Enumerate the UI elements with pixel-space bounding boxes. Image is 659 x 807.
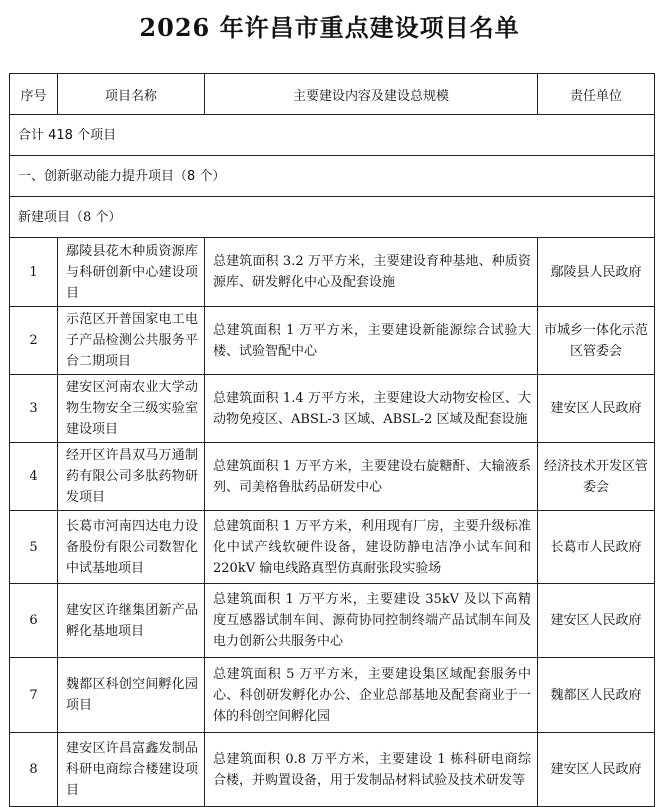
row-unit: 建安区人民政府 xyxy=(538,584,655,658)
row-desc: 总建筑面积 1 万平方米，主要建设右旋糖酐、大输液系列、司美格鲁肽药品研发中心 xyxy=(205,443,538,511)
row-name: 建安区河南农业大学动物生物安全三级实验室建设项目 xyxy=(58,375,205,443)
subsection-row xyxy=(10,197,655,238)
row-no: 4 xyxy=(10,443,58,511)
row-name: 建安区许继集团新产品孵化基地项目 xyxy=(58,584,205,658)
table-row xyxy=(10,443,655,511)
row-name: 鄢陵县花木种质资源库与科研创新中心建设项目 xyxy=(58,238,205,307)
total-label: 合计 418 个项目 xyxy=(10,115,655,156)
row-name: 示范区开普国家电工电子产品检测公共服务平台二期项目 xyxy=(58,307,205,375)
table-row xyxy=(10,375,655,443)
row-name: 经开区许昌双马万通制药有限公司多肽药物研发项目 xyxy=(58,443,205,511)
row-unit: 市城乡一体化示范区管委会 xyxy=(538,307,655,375)
table-row xyxy=(10,584,655,658)
section-label: 一、创新驱动能力提升项目（8 个） xyxy=(10,156,655,197)
row-no: 8 xyxy=(10,733,58,807)
table-row xyxy=(10,307,655,375)
table-header-row xyxy=(10,74,655,115)
subsection-label: 新建项目（8 个） xyxy=(10,197,655,238)
row-no: 3 xyxy=(10,375,58,443)
section-row xyxy=(10,156,655,197)
header-no: 序号 xyxy=(10,74,58,115)
header-desc: 主要建设内容及建设总规模 xyxy=(205,74,538,115)
row-name: 长葛市河南四达电力设备股份有限公司数智化中试基地项目 xyxy=(58,511,205,584)
row-no: 2 xyxy=(10,307,58,375)
header-name: 项目名称 xyxy=(58,74,205,115)
row-no: 7 xyxy=(10,658,58,733)
table-row xyxy=(10,658,655,733)
row-desc: 总建筑面积 0.8 万平方米，主要建设 1 栋科研电商综合楼，并购置设备，用于发制品材料试验及技术研发等 xyxy=(205,733,538,807)
row-unit: 鄢陵县人民政府 xyxy=(538,238,655,307)
row-name: 建安区许昌富鑫发制品科研电商综合楼建设项目 xyxy=(58,733,205,807)
row-desc: 总建筑面积 1 万平方米，主要建设新能源综合试验大楼、试验智配中心 xyxy=(205,307,538,375)
row-desc: 总建筑面积 1 万平方米，主要建设 35kV 及以下高精度互感器试制车间、源荷协同控制终端产品试制车间及电力创新公共服务中心 xyxy=(205,584,538,658)
page-title: 2026 年许昌市重点建设项目名单 xyxy=(139,13,520,42)
table-row xyxy=(10,511,655,584)
table-row xyxy=(10,733,655,807)
row-desc: 总建筑面积 1 万平方米，利用现有厂房，主要升级标准化中试产线软硬件设备，建设防静电洁净小试车间和 220kV 输电线路真型仿真耐张段实验场 xyxy=(205,511,538,584)
header-unit: 责任单位 xyxy=(538,74,655,115)
table-row xyxy=(10,238,655,307)
row-unit: 建安区人民政府 xyxy=(538,733,655,807)
row-unit: 建安区人民政府 xyxy=(538,375,655,443)
row-name: 魏都区科创空间孵化园项目 xyxy=(58,658,205,733)
row-desc: 总建筑面积 5 万平方米，主要建设集区域配套服务中心、科创研发孵化办公、企业总部基地及配套商业于一体的科创空间孵化园 xyxy=(205,658,538,733)
row-no: 1 xyxy=(10,238,58,307)
row-unit: 魏都区人民政府 xyxy=(538,658,655,733)
project-table xyxy=(9,73,655,807)
row-unit: 经济技术开发区管委会 xyxy=(538,443,655,511)
row-desc: 总建筑面积 3.2 万平方米，主要建设育种基地、种质资源库、研发孵化中心及配套设施 xyxy=(205,238,538,307)
row-no: 6 xyxy=(10,584,58,658)
row-desc: 总建筑面积 1.4 万平方米，主要建设大动物安检区、大动物免疫区、ABSL-3 区域、ABSL-2 区域及配套设施 xyxy=(205,375,538,443)
total-row xyxy=(10,115,655,156)
row-no: 5 xyxy=(10,511,58,584)
row-unit: 长葛市人民政府 xyxy=(538,511,655,584)
